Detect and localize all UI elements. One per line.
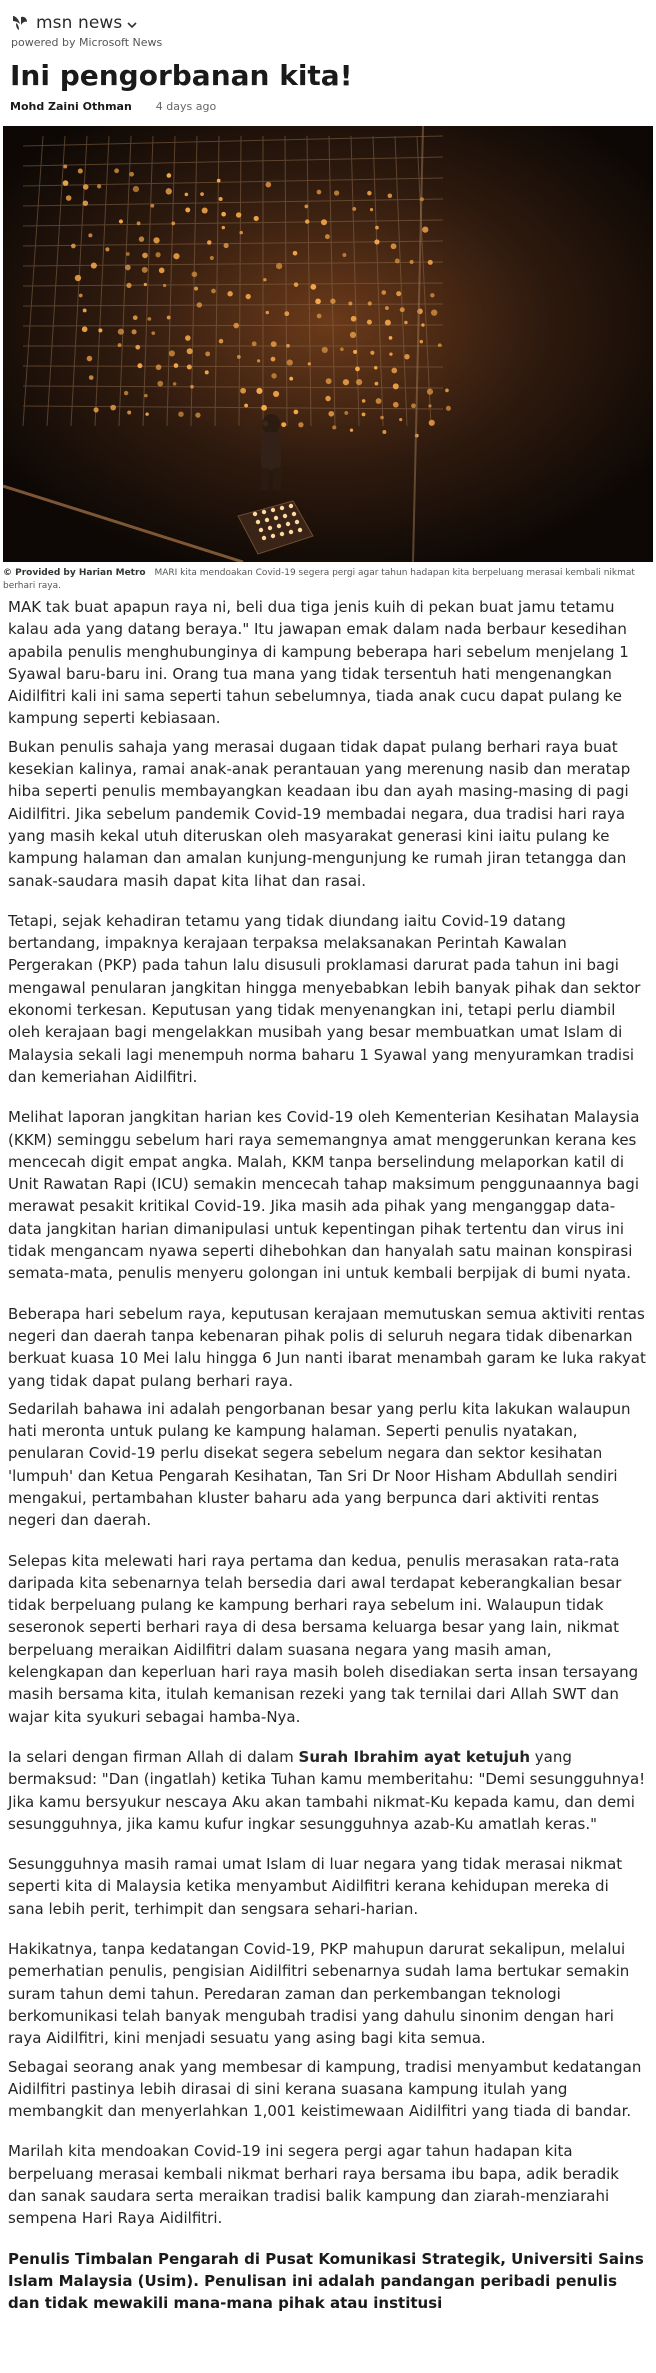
candle-light — [142, 253, 148, 259]
article-body — [8, 596, 648, 2332]
candle-light — [388, 193, 393, 198]
candle-light — [174, 363, 179, 368]
candle-light — [389, 352, 392, 355]
candle-light — [219, 339, 224, 344]
candle-light — [63, 180, 69, 186]
candle-light — [271, 341, 277, 347]
candle-light — [118, 329, 124, 335]
powered-by: powered by Microsoft News — [11, 36, 163, 49]
candle-light — [205, 351, 210, 356]
candle-light — [280, 506, 284, 510]
candle-light — [385, 306, 389, 310]
candle-light — [89, 375, 94, 380]
candle-light — [118, 343, 122, 347]
paragraph: Sebagai seorang anak yang membesar di kampung, tradisi menyambut kedatangan Aidilfitri pastinya lebih dirasai di sini kerana suasana kampung itulah yang membangkit dan menyerlahkan 1,001 keistimewaan Aidilfitri yang tiada di bandar. — [8, 2057, 642, 2121]
image-credit: © Provided by Harian Metro — [3, 568, 146, 578]
candle-light — [271, 508, 275, 512]
candle-light — [368, 301, 372, 305]
candle-light — [192, 272, 198, 278]
candle-light — [292, 512, 296, 516]
candle-light — [210, 256, 214, 260]
candle-light — [266, 311, 269, 314]
candle-light — [194, 287, 198, 291]
candle-light — [317, 314, 322, 319]
candle-light — [374, 366, 378, 370]
surah-reference: Surah Ibrahim ayat ketujuh — [298, 1747, 531, 1766]
candle-light — [293, 251, 298, 256]
candle-light — [261, 405, 267, 411]
candle-light — [240, 388, 246, 394]
candle-light — [237, 355, 241, 359]
candle-light — [246, 294, 251, 299]
candle-light — [289, 377, 293, 381]
caption-text: MARI kita mendoakan Covid-19 segera pergi agar tahun hadapan kita berpeluang merasai kembali nikmat berhari raya. — [3, 568, 635, 591]
candle-light — [380, 416, 384, 420]
candle-light — [202, 207, 208, 213]
candle-light — [187, 348, 193, 354]
candle-light — [257, 359, 260, 362]
candle-light — [353, 350, 357, 354]
candle-light — [148, 317, 152, 321]
candle-light — [348, 302, 352, 306]
candle-light — [367, 191, 372, 196]
candle-light — [124, 391, 128, 395]
candle-light — [445, 389, 449, 393]
candle-light — [133, 315, 138, 320]
paragraph: Sedarilah bahawa ini adalah pengorbanan besar yang perlu kita lakukan walaupun hati meronta untuk pulang ke kampung halaman. Seperti penulis nyatakan, penularan Covid-19 perlu disekat segera sebelum negara dan sektor kesihatan 'lumpuh' dan Ketua Pengarah Kesihatan, Tan Sri Dr Noor Hisham Abdullah sendiri mengakui, pertambahan kluster baharu ada yang berpunca dari aktiviti rentas negeri dan daerah. — [8, 1399, 631, 1530]
candle-light — [133, 186, 139, 192]
candle-light — [197, 302, 202, 307]
paragraph: Hakikatnya, tanpa kedatangan Covid-19, PKP mahupun darurat sekalipun, melalui pemerhatian penulis, pengisian Aidilfitri sebenarnya sudah lama bertukar semakin suram tahun demi tahun. Peredaran zaman dan perkembangan teknologi berkomunikasi telah banyak mengubah tradisi yang dahulu sinonim dengan hari raya Aidilfitri, kini menjadi sesuatu yang asing bagi kita semua. — [8, 1940, 630, 2048]
candle-light — [431, 309, 437, 315]
candle-light — [219, 197, 223, 201]
candle-light — [389, 336, 393, 340]
candle-light — [167, 173, 172, 178]
candle-light — [224, 243, 229, 248]
candle-light — [317, 190, 322, 195]
candle-light — [286, 522, 290, 526]
candle-light — [185, 335, 191, 341]
candle-light — [330, 299, 335, 304]
candle-light — [370, 351, 374, 355]
candle-light — [393, 402, 399, 408]
candle-light — [375, 382, 379, 386]
candle-light — [163, 284, 166, 287]
candle-light — [294, 282, 299, 287]
candle-light — [173, 382, 177, 386]
hero-image[interactable] — [3, 126, 653, 562]
candle-light — [200, 192, 204, 196]
candle-light — [254, 216, 259, 221]
candle-light — [287, 359, 293, 365]
candle-light — [185, 208, 190, 213]
candle-light — [207, 240, 211, 244]
msn-butterfly-icon — [10, 13, 30, 33]
candle-light — [429, 420, 435, 426]
candle-light — [205, 370, 209, 374]
candle-light — [419, 340, 423, 344]
candle-light — [211, 289, 216, 294]
chevron-down-icon[interactable] — [127, 20, 137, 30]
candle-light — [404, 321, 408, 325]
candle-light — [144, 283, 147, 286]
header — [10, 10, 646, 58]
paragraph: Selepas kita melewati hari raya pertama dan kedua, penulis merasakan rata-rata daripada kita sebenarnya telah bersedia dari awal terdapat keberangkalian besar tidak berpeluang pulang ke kampung berhari raya sebelum ini. Walaupun tidak seseronok seperti berhari raya di desa bersama keluarga besar yang lain, nikmat berpeluang meraikan Aidilfitri dalam suasana negara yang masih aman, kelengkapan dan keperluan hari raya masih boleh disediakan serta insan tersayang masih bersama kita, itulah kemanisan rezeki yang tak ternilai dari Allah SWT dan wajar kita syukuri sebagai hamba-Nya. — [8, 1551, 639, 1726]
candle-light — [367, 320, 372, 325]
candle-light — [294, 410, 299, 415]
brand-name[interactable]: msn news — [36, 13, 123, 33]
candle-light — [427, 389, 433, 395]
candle-light — [344, 411, 348, 415]
candle-light — [328, 411, 334, 417]
candle-light — [236, 212, 241, 217]
candle-light — [262, 536, 266, 540]
candle-light — [171, 221, 175, 225]
candle-light — [185, 193, 189, 197]
candle-light — [83, 200, 88, 205]
candle-light — [127, 411, 131, 415]
candle-light — [352, 207, 356, 211]
candle-light — [400, 307, 405, 312]
candle-light — [404, 354, 409, 359]
candle-light — [144, 394, 148, 398]
image-caption — [3, 567, 648, 593]
quote-prefix: Ia selari dengan firman Allah di dalam — [8, 1747, 299, 1766]
candle-light — [391, 368, 397, 374]
candle-light — [221, 212, 226, 217]
candle-light — [75, 275, 81, 281]
candle-light — [169, 350, 175, 356]
candle-light — [265, 518, 269, 522]
candle-light — [438, 343, 442, 347]
candle-light — [97, 184, 101, 188]
candle-light — [233, 323, 239, 329]
candle-light — [87, 356, 93, 362]
candle-light — [244, 404, 248, 408]
candle-light — [259, 528, 263, 532]
candle-light — [276, 263, 282, 269]
candle-light — [305, 219, 309, 223]
candle-light — [271, 373, 276, 378]
candle-light — [385, 320, 391, 326]
candle-light — [399, 418, 402, 421]
candle-light — [334, 190, 339, 195]
candle-light — [351, 316, 357, 322]
candle-light — [370, 208, 373, 211]
candle-light — [325, 234, 330, 239]
paragraph: Melihat laporan jangkitan harian kes Covid-19 oleh Kementerian Kesihatan Malaysia (KKM) seminggu sebelum hari raya sememangnya amat menggerunkan kerana kes mencecah digit empat angka. Malah, KKM tanpa berselindung melaporkan katil di Unit Rawatan Rapi (ICU) semakin mencecah tahap maksimum penggunaannya bagi merawat pesakit kritikal Covid-19. Jika masih ada pihak yang menganggap data-data jangkitan harian dimanipulasi untuk kepentingan pihak tertentu dan virus ini tidak mengancam nyawa seperti dihebohkan dan hanyalah satu mainan konspirasi semata-mata, penulis menyeru golongan ini untuk kembali berpijak di bumi nyata. — [8, 1108, 640, 1283]
candle-light — [195, 413, 200, 418]
candle-light — [252, 341, 257, 346]
candle-light — [340, 347, 344, 351]
candle-light — [88, 233, 92, 237]
candle-light — [256, 388, 262, 394]
candle-light — [430, 293, 434, 297]
paragraph: Beberapa hari sebelum raya, keputusan kerajaan memutuskan semua aktiviti rentas negeri dan daerah tanpa kebenaran pihak polis di seluruh negara tidak dibenarkan berkuat kuasa 10 Mei lalu hingga 6 Jun nanti ibarat menambah garam ke luka rakyat yang tidak dapat pulang berhari raya. — [8, 1304, 646, 1390]
candle-light — [159, 268, 165, 274]
candle-light — [332, 425, 336, 429]
candle-light — [281, 422, 286, 427]
candle-light — [66, 195, 72, 201]
candle-light — [63, 164, 67, 168]
candle-light — [410, 260, 414, 264]
candle-light — [271, 357, 276, 362]
candle-light — [145, 412, 148, 415]
candle-light — [422, 226, 428, 232]
paragraph: Bukan penulis sahaja yang merasai dugaan tidak dapat pulang berhari raya buat kesekian kalinya, ramai anak-anak perantauan yang merenung nasib dan meratap hiba seperti penulis membayangkan keadaan ibu dan ayah masing-masing di pagi Aidilfitri. Jika sebelum pandemik Covid-19 membadai negara, dua tradisi hari raya yang masih kekal utuh diteruskan oleh masyarakat generasi kini iaitu pulang ke kampung halaman dan amalan kunjung-mengunjung ke rumah jiran tetangga dan sanak-saudara masih dapat kita lihat dan rasai. — [8, 737, 631, 890]
candle-light — [263, 278, 266, 281]
candle-light — [421, 323, 424, 326]
candle-light — [151, 331, 155, 335]
candle-light — [411, 403, 416, 408]
candle-light — [262, 510, 266, 514]
author-name[interactable]: Mohd Zaini Othman — [10, 100, 132, 113]
candle-light — [166, 188, 172, 194]
candle-light — [217, 179, 221, 183]
candle-light — [375, 226, 379, 230]
candle-light — [129, 172, 134, 177]
candle-light — [167, 316, 171, 320]
candle-photo — [3, 126, 653, 562]
candle-light — [283, 514, 287, 518]
candle-light — [105, 247, 109, 251]
candle-light — [322, 347, 328, 353]
candle-light — [190, 385, 194, 389]
candle-light — [71, 244, 76, 249]
paragraph: Marilah kita mendoakan Covid-19 ini segera pergi agar tahun hadapan kita berpeluang merasai kembali nikmat berhari raya bersama ibu bapa, adik beradik dan sanak saudara serta meraikan tradisi balik kampung dan ziarah-menziarahi sempena Hari Raya Aidilfitri. — [8, 2142, 619, 2228]
candle-light — [265, 182, 271, 188]
candle-light — [286, 344, 290, 348]
candle-light — [155, 252, 160, 257]
candle-light — [289, 530, 293, 534]
candle-light — [178, 411, 183, 416]
candle-light — [83, 184, 89, 190]
candle-light — [362, 399, 366, 403]
candle-light — [222, 226, 225, 229]
candle-light — [239, 231, 243, 235]
candle-light — [446, 406, 451, 411]
candle-light — [362, 413, 366, 417]
candle-light — [376, 398, 382, 404]
candle-light — [157, 381, 163, 387]
candle-light — [156, 364, 162, 370]
candle-light — [139, 236, 144, 241]
candle-light — [137, 221, 141, 225]
candle-light — [393, 383, 399, 389]
candle-light — [355, 367, 360, 372]
candle-light — [150, 204, 154, 208]
candle-light — [98, 328, 102, 332]
candle-light — [310, 284, 316, 290]
candle-light — [268, 526, 272, 530]
candle-light — [350, 332, 356, 338]
candle-light — [298, 422, 303, 427]
candle-light — [382, 290, 387, 295]
candle-light — [126, 252, 130, 256]
candle-light — [350, 429, 353, 432]
candle-light — [126, 283, 131, 288]
candle-light — [325, 396, 330, 401]
candle-light — [277, 524, 281, 528]
candle-light — [280, 532, 284, 536]
candle-light — [91, 263, 97, 269]
candle-light — [253, 512, 257, 516]
candle-light — [428, 404, 431, 407]
candle-light — [298, 528, 302, 532]
candle-light — [83, 308, 87, 312]
publish-time: 4 days ago — [155, 100, 217, 113]
article-title: Ini pengorbanan kita! — [10, 59, 353, 92]
candle-light — [374, 239, 379, 244]
byline — [10, 100, 216, 113]
candle-light — [119, 219, 123, 223]
candle-light — [132, 329, 137, 334]
author-note: Penulis Timbalan Pengarah di Pusat Komunikasi Strategik, Universiti Sains Islam Malaysia (Usim). Penulisan ini adalah pandangan peribadi penulis dan tidak mewakili mana-mana pihak atau institusi — [8, 2249, 644, 2313]
candle-light — [137, 363, 142, 368]
candle-light — [308, 362, 311, 365]
candle-light — [78, 168, 83, 173]
candle-light — [135, 345, 140, 350]
candle-light — [153, 237, 159, 243]
candle-light — [304, 205, 308, 209]
paragraph: MAK tak buat apapun raya ni, beli dua tiga jenis kuih di pekan buat jamu tetamu kalau ada yang datang beraya." Itu jawapan emak dalam nada berbaur kesedihan apabila penulis menghubunginya di kampung beberapa hari sebelum menjelang 1 Syawal baru-baru ini. Orang tua mana yang tidak tersentuh hati mengenangkan Aidilfitri kali ini sama seperti tahun sebelumnya, tiada anak cucu dapat pulang ke kampung seperti kebiasaan. — [8, 598, 629, 728]
quote-text: yang bermaksud: "Dan (ingatlah) ketika Tuhan kamu memberitahu: "Demi sesungguhnya! Jika kamu bersyukur nescaya Aku akan tambahi nikmat-Ku kepada kamu, dan demi sesungguhnya, jika kamu kufur ingkar sesungguhnya azab-Ku amatlah keras." — [8, 1747, 646, 1833]
candle-light — [382, 430, 386, 434]
candle-light — [125, 265, 131, 271]
quote-paragraph — [8, 1746, 648, 1835]
candle-light — [114, 168, 119, 173]
candle-light — [396, 291, 401, 296]
candle-light — [343, 379, 349, 385]
candle-light — [321, 219, 327, 225]
candle-light — [256, 520, 260, 524]
candle-light — [428, 260, 433, 265]
candle-light — [356, 379, 362, 385]
candle-light — [295, 520, 299, 524]
candle-light — [274, 516, 278, 520]
candle-light — [173, 253, 179, 259]
candle-light — [289, 504, 293, 508]
candle-light — [284, 311, 289, 316]
candle-light — [273, 391, 279, 397]
paragraph: Tetapi, sejak kehadiran tetamu yang tidak diundang iaitu Covid-19 datang bertandang, impaknya kerajaan terpaksa melaksanakan Perintah Kawalan Pergerakan (PKP) pada tahun lalu disusuli proklamasi darurat pada tahun ini bagi mengawal penularan jangkitan hingga menyebabkan lebih banyak pihak dan sektor ekonomi terkesan. Keputusan yang tidak menyenangkan ini, tetapi perlu diambil oleh kerajaan bagi mengelakkan musibah yang besar membuatkan umat Islam di Malaysia sekali lagi menempuh norma baharu 1 Syawal yang menyuramkan tradisi dan kemeriahan Aidilfitri. — [8, 911, 641, 1086]
candle-light — [227, 291, 232, 296]
candle-light — [94, 407, 99, 412]
brand-row[interactable] — [10, 10, 646, 36]
candle-light — [391, 243, 397, 249]
candle-light — [271, 534, 275, 538]
candle-light — [395, 258, 400, 263]
candle-light — [79, 294, 83, 298]
candle-light — [110, 405, 116, 411]
candle-light — [315, 298, 321, 304]
candle-light — [326, 378, 332, 384]
paragraph: Sesungguhnya masih ramai umat Islam di luar negara yang tidak merasai nikmat seperti kita di Malaysia ketika menyambut Aidilfitri kerana kehidupan mereka di sana lebih perit, terhimpit dan sengsara sehari-harian. — [8, 1855, 623, 1918]
candle-light — [187, 364, 192, 369]
candle-light — [82, 326, 88, 332]
candle-light — [342, 253, 346, 257]
candle-light — [142, 267, 148, 273]
